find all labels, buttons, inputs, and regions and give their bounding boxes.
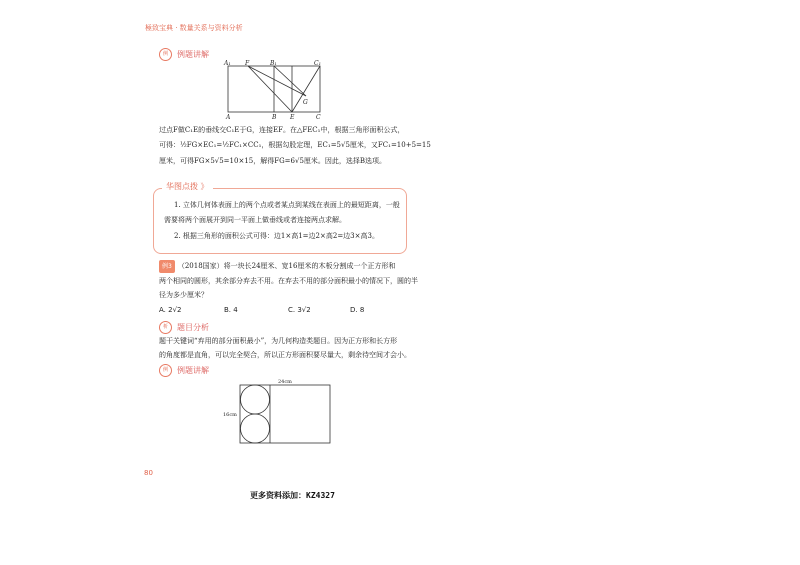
circle-bottom xyxy=(241,414,270,443)
label-e: E xyxy=(290,114,295,120)
label-g: G xyxy=(303,99,308,106)
analysis-icon: 析 xyxy=(159,321,172,334)
analysis-heading xyxy=(159,321,209,334)
question-line-1-text: （2018国家）将一块长24厘米、宽16厘米的木板分割成一个正方形和 xyxy=(177,262,396,270)
running-header: 極致宝典 · 数量关系与资料分析 xyxy=(145,24,243,32)
footer-note: 更多资料添加：KZ4327 xyxy=(250,491,335,500)
question-line-2: 两个相同的圆形，其余部分弃去不用。在弃去不用的部分面积最小的情况下，圆的半 xyxy=(159,277,418,285)
tip-item-1a: 1. 立体几何体表面上的两个点或者某点到某线在表面上的最短距离，一般 xyxy=(174,201,400,209)
tip-box-title-label: 华图点拨 xyxy=(166,182,198,191)
analysis-line-1: 题干关键词“弃用的部分面积最小”，为几何构造类题目。因为正方形和长方形 xyxy=(159,337,398,345)
line-fg xyxy=(248,66,306,96)
analysis-line-2: 的角度都是直角，可以完全契合，所以正方形面积要尽量大，剩余待空间才会小。 xyxy=(159,351,411,359)
option-c: C. 3√2 xyxy=(288,306,311,314)
height-label: 16cm xyxy=(223,412,237,418)
option-b: B. 4 xyxy=(224,306,238,314)
solution-line-2: 可得：½FG×EC₁=½FC₁×CC₁，根据勾股定理，EC₁=5√5厘米，又FC₁=10+5=15 xyxy=(159,141,431,149)
label-b: B xyxy=(272,114,277,120)
example-heading-2-label: 例题讲解 xyxy=(177,366,209,375)
example-heading xyxy=(159,48,209,61)
option-d: D. 8 xyxy=(350,306,365,314)
question-tag: 例3 xyxy=(159,260,175,273)
line-fe xyxy=(248,66,292,112)
tip-box-title-mark: 》 xyxy=(200,182,209,191)
page-number: 80 xyxy=(144,469,153,477)
question-line-1 xyxy=(159,260,395,273)
option-a: A. 2√2 xyxy=(159,306,182,314)
analysis-heading-label: 题目分析 xyxy=(177,323,209,332)
geometry-figure-1 xyxy=(220,60,330,120)
label-a: A xyxy=(226,114,231,120)
question-line-3: 径为多少厘米？ xyxy=(159,291,208,299)
example-heading-label: 例题讲解 xyxy=(177,50,209,59)
board-figure xyxy=(222,378,334,448)
tip-box-title xyxy=(162,181,213,192)
circle-top xyxy=(241,385,270,414)
label-c: C xyxy=(316,114,321,120)
example-icon: 例 xyxy=(159,48,172,61)
tip-item-1b: 需要将两个面展开到同一平面上做垂线或者连接两点求解。 xyxy=(164,216,346,224)
width-label: 24cm xyxy=(278,379,292,385)
line-bg xyxy=(274,66,306,96)
tip-item-2: 2. 根据三角形的面积公式可得：边1×高1=边2×高2=边3×高3。 xyxy=(174,232,379,240)
label-a1: A₁ xyxy=(224,60,231,67)
label-f: F xyxy=(245,60,250,67)
solution-line-1: 过点F做C₁E的垂线交C₁E于G，连接EF。在△FEC₁中，根据三角形面积公式， xyxy=(159,126,405,134)
example-icon-2: 例 xyxy=(159,364,172,377)
solution-line-3: 厘米，可得FG×5√5=10×15，解得FG=6√5厘米。因此，选择B选项。 xyxy=(159,157,387,165)
example-heading-2 xyxy=(159,364,209,377)
label-b1: B₁ xyxy=(270,60,277,67)
label-c1: C₁ xyxy=(314,60,321,67)
